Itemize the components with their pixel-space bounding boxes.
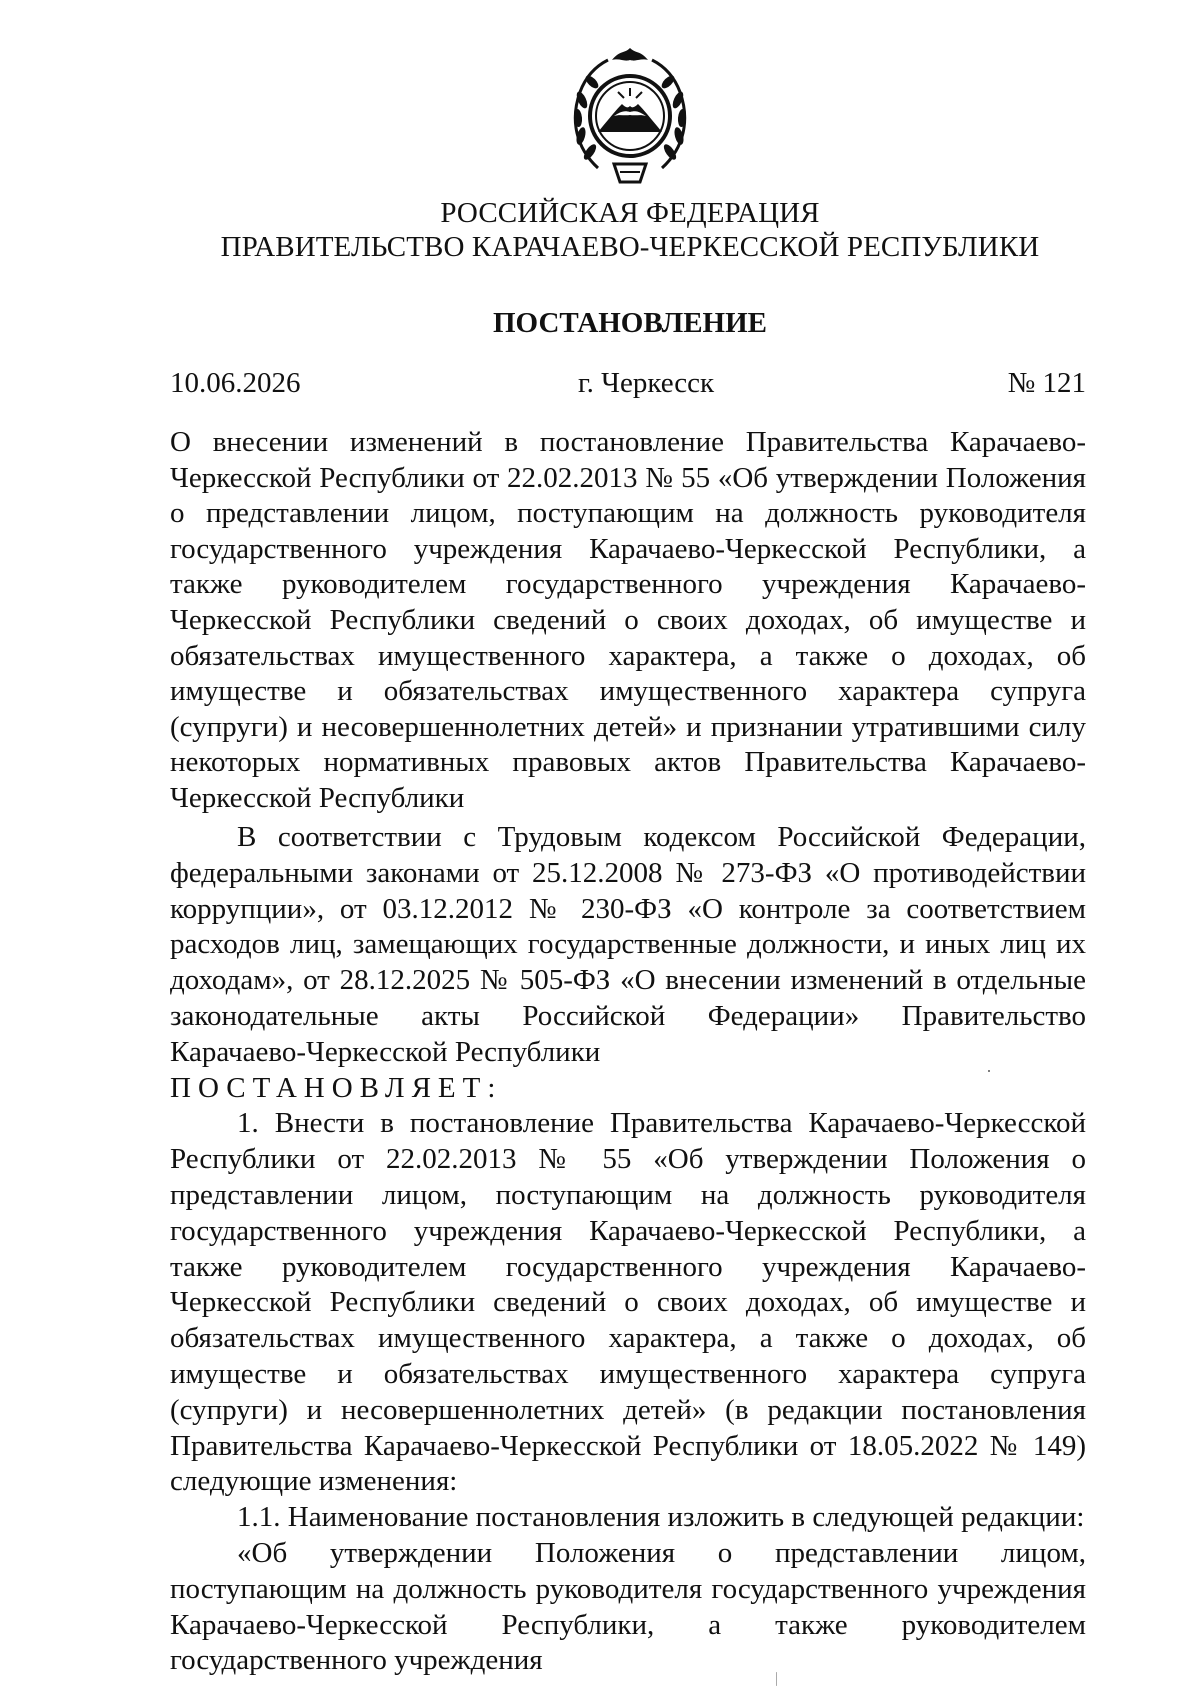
document-city: г. Черкесск bbox=[578, 367, 715, 399]
scan-artifact bbox=[988, 1070, 990, 1072]
document-meta-row bbox=[170, 366, 1086, 400]
document-number: № 121 bbox=[1007, 367, 1086, 399]
clause-1-1-text-paragraph: «Об утверждении Положения о представлении лицом, поступающим на должность руководителя государственного учреждения Карачаево-Черкесской Республики, а также руководителем государственного учреждения bbox=[170, 1536, 1086, 1677]
clause-1-1-paragraph: 1.1. Наименование постановления изложить в следующей редакции: bbox=[237, 1501, 1085, 1534]
resolves-heading: ПОСТАНОВЛЯЕТ: bbox=[170, 1071, 503, 1104]
preamble-paragraph: В соответствии с Трудовым кодексом Российской Федерации, федеральными законами от 25.12.2008 № 273-ФЗ «О противодействии коррупции», от 03.12.2012 № 230-ФЗ «О контроле за соответствием расходов лиц, замещающих государственные должности, и иных лиц их доходам», от 28.12.2025 № 505-ФЗ «О внесении изменений в отдельные законодательные акты Российской Федерации» Правительство Карачаево-Черкесской Республики bbox=[170, 821, 1086, 1068]
coat-of-arms-emblem bbox=[568, 40, 692, 192]
document-body bbox=[170, 820, 1086, 1679]
karachay-cherkessia-coat-of-arms-icon bbox=[568, 40, 692, 192]
header-country: РОССИЙСКАЯ ФЕДЕРАЦИЯ bbox=[440, 197, 820, 229]
document-type-heading: ПОСТАНОВЛЕНИЕ bbox=[492, 307, 767, 339]
scan-artifact bbox=[776, 1672, 777, 1686]
document-title: О внесении изменений в постановление Правительства Карачаево-Черкесской Республики от 22.02.2013 № 55 «Об утверждении Положения о представлении лицом, поступающим на должность руководителя государственного учреждения Карачаево-Черкесской Республики, а также руководителем государственного учреждения Карачаево-Черкесской Республики сведений о своих доходах, об имуществе и обязательствах имущественного характера, а также о доходах, об имуществе и обязательствах имущественного характера супруга (супруги) и несовершеннолетних детей» и признании утратившими силу некоторых нормативных правовых актов Правительства Карачаево-Черкесской Республики bbox=[170, 426, 1086, 814]
document-date: 10.06.2026 bbox=[170, 367, 301, 399]
header-government: ПРАВИТЕЛЬСТВО КАРАЧАЕВО-ЧЕРКЕССКОЙ РЕСПУБЛИКИ bbox=[220, 231, 1040, 263]
clause-1-paragraph: 1. Внести в постановление Правительства Карачаево-Черкесской Республики от 22.02.2013 № 55 «Об утверждении Положения о представлении лицом, поступающим на должность руководителя государственного учреждения Карачаево-Черкесской Республики, а также руководителем государственного учреждения Карачаево-Черкесской Республики сведений о своих доходах, об имуществе и обязательствах имущественного характера, а также о доходах, об имуществе и обязательствах имущественного характера супруга (супруги) и несовершеннолетних детей» (в редакции постановления Правительства Карачаево-Черкесской Республики от 18.05.2022 № 149) следующие изменения: bbox=[170, 1107, 1086, 1498]
